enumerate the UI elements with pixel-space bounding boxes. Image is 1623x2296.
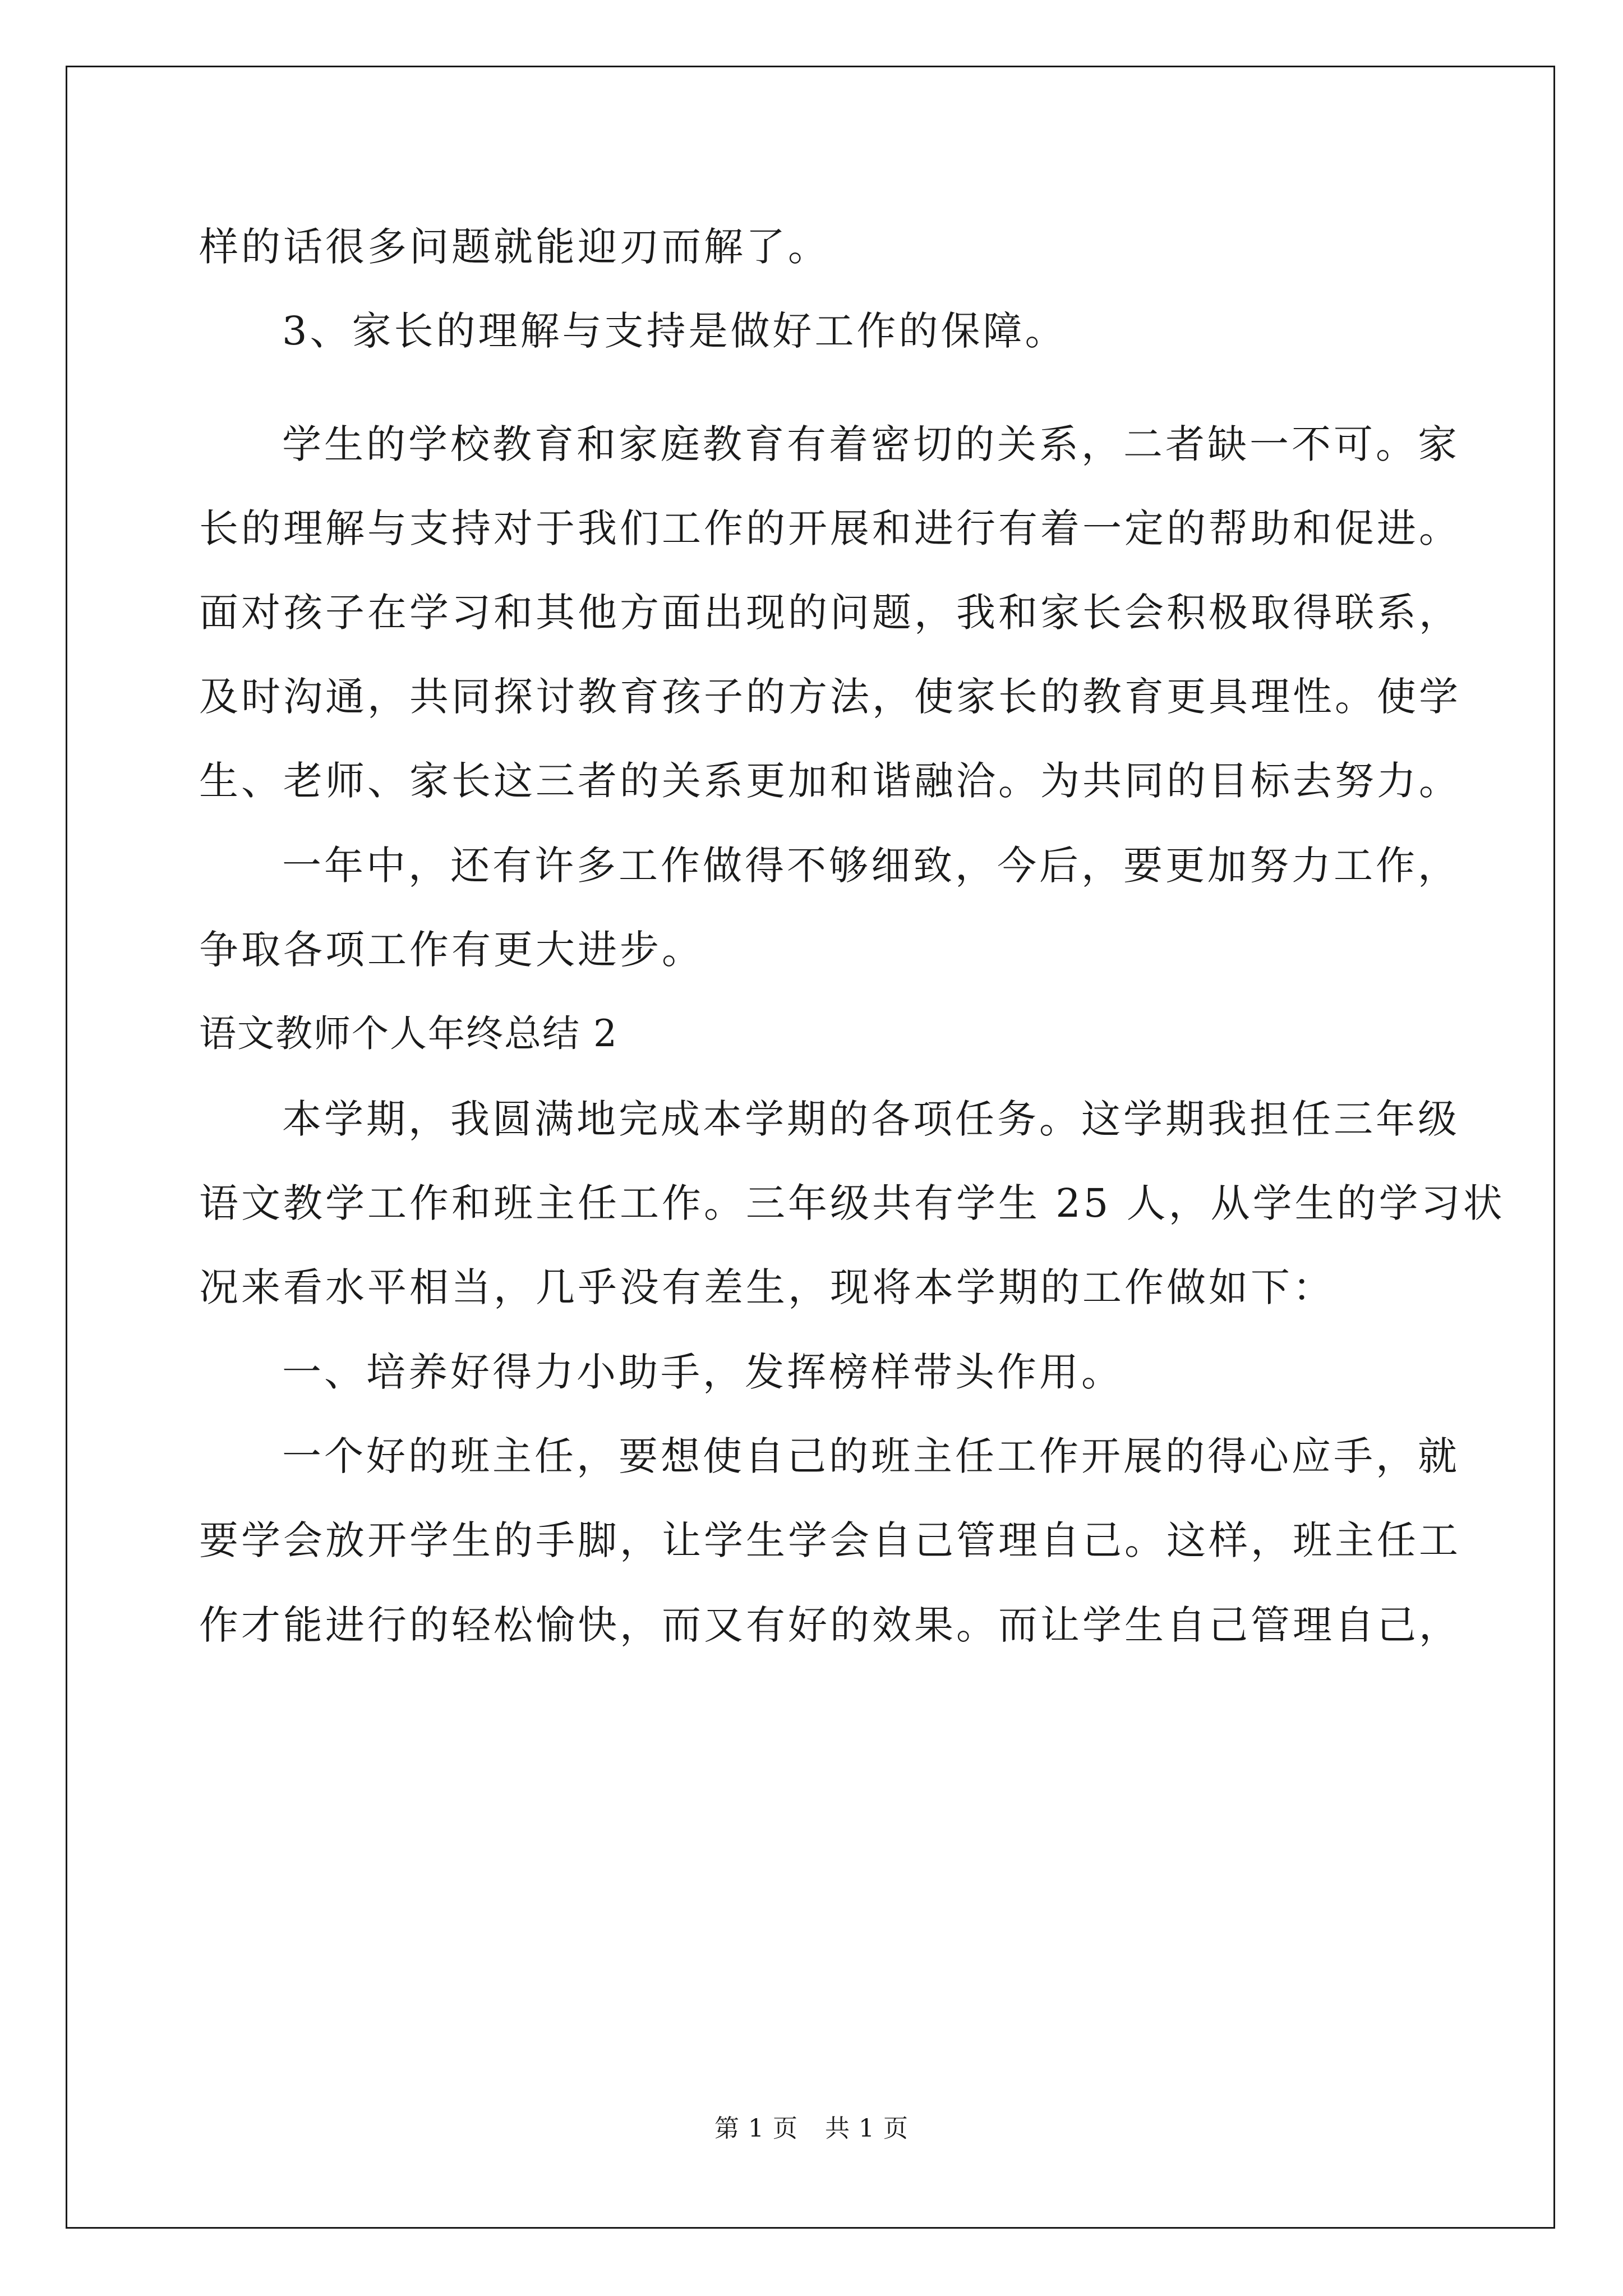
text-line: 样的话很多问题就能迎刃而解了。 — [199, 224, 830, 270]
text-line: 面对孩子在学习和其他方面出现的问题，我和家长会积极取得联系， — [199, 590, 1461, 636]
page-count: 共 1 页 — [825, 2114, 909, 2143]
text-line: 要学会放开学生的手脚，让学生学会自己管理自己。这样，班主任工 — [199, 1517, 1461, 1563]
text-line: 一个好的班主任，要想使自己的班主任工作开展的得心应手，就 — [282, 1433, 1460, 1479]
section-heading: 3、家长的理解与支持是做好工作的保障。 — [282, 308, 1067, 354]
page-footer — [0, 2108, 1623, 2144]
text-line: 语文教学工作和班主任工作。三年级共有学生 25 人，从学生的学习状 — [199, 1180, 1505, 1226]
text-line: 长的理解与支持对于我们工作的开展和进行有着一定的帮助和促进。 — [199, 505, 1461, 551]
text-line: 学生的学校教育和家庭教育有着密切的关系，二者缺一不可。家 — [282, 421, 1460, 467]
text-line: 本学期，我圆满地完成本学期的各项任务。这学期我担任三年级 — [282, 1096, 1460, 1142]
text-line: 及时沟通，共同探讨教育孩子的方法，使家长的教育更具理性。使学 — [199, 674, 1461, 720]
section-heading: 一、培养好得力小助手，发挥榜样带头作用。 — [282, 1349, 1123, 1395]
page-number: 第 1 页 — [714, 2114, 798, 2143]
text-line: 争取各项工作有更大进步。 — [199, 927, 704, 973]
page-border — [66, 66, 1555, 2229]
text-line: 一年中，还有许多工作做得不够细致，今后，要更加努力工作， — [282, 843, 1460, 889]
text-line: 况来看水平相当，几乎没有差生，现将本学期的工作做如下： — [199, 1264, 1335, 1310]
text-line: 作才能进行的轻松愉快，而又有好的效果。而让学生自己管理自己， — [199, 1602, 1461, 1648]
document-title: 语文教师个人年终总结 2 — [199, 1012, 618, 1055]
text-line: 生、老师、家长这三者的关系更加和谐融洽。为共同的目标去努力。 — [199, 758, 1461, 804]
